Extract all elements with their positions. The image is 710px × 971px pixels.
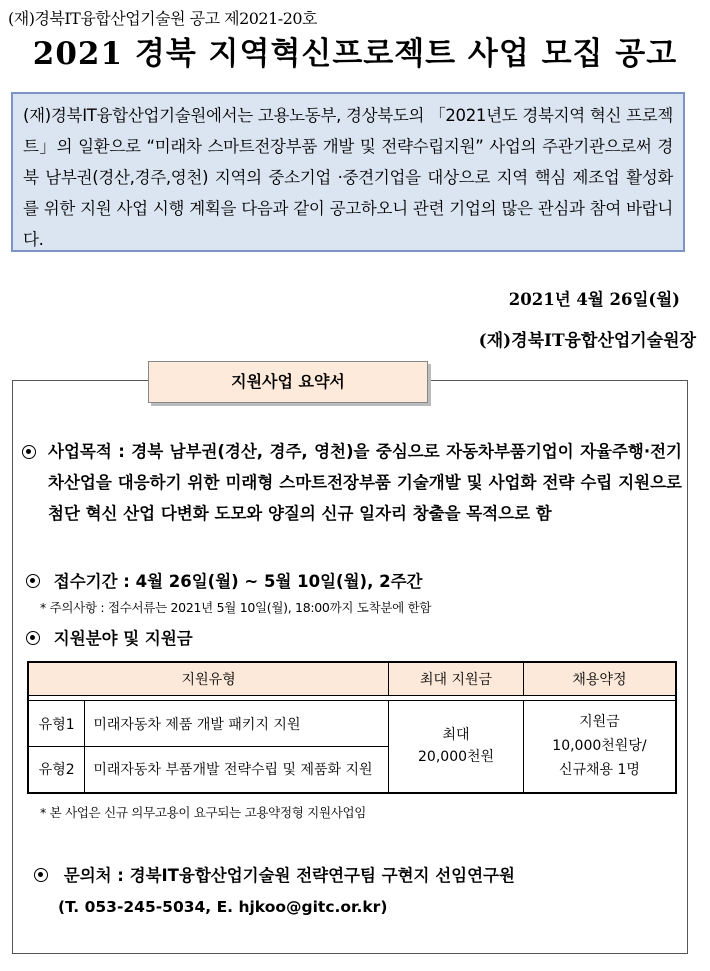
table-note: * 본 사업은 신규 의무고용이 요구되는 고용약정형 지원사업임: [40, 805, 367, 820]
desc-cell: 미래자동차 제품 개발 패키지 지원: [85, 701, 389, 747]
max-amount-cell: [389, 701, 524, 793]
purpose-text: 사업목적 : 경북 남부권(경산, 경주, 영천)을 중심으로 자동차부품기업이 자율주행·전기차산업을 대응하기 위한 미래형 스마트전장부품 기술개발 및 사업화 전략 수립 지원으로 첨단 혁신 산업 다변화 도모와 양질의 신규 일자리 창출을 목적으로 함: [48, 442, 682, 523]
issuing-organization: (재)경북IT융합산업기술원장: [478, 331, 696, 351]
bullet-icon: [34, 868, 48, 882]
period-text: 접수기간 : 4월 26일(월) ~ 5월 10일(월), 2주간: [53, 572, 423, 591]
contact-text: 문의처 : 경북IT융합산업기술원 전략연구팀 구현지 선임연구원: [63, 866, 515, 885]
support-table: [27, 661, 677, 794]
type-cell: 유형1: [28, 701, 85, 747]
period-item: [26, 568, 422, 592]
table-header-hiring: 채용약정: [523, 662, 676, 696]
type-cell: 유형2: [28, 747, 85, 793]
hiring-line: 10,000천원당/: [552, 738, 647, 755]
table-row: [28, 701, 676, 747]
summary-heading: 지원사업 요약서: [148, 361, 428, 403]
notice-reference-number: (재)경북IT융합산업기술원 공고 제2021-20호: [8, 9, 318, 28]
max-amount-line: 최대: [442, 727, 470, 744]
page-title: 2021 경북 지역혁신프로젝트 사업 모집 공고: [32, 36, 678, 72]
table-header-type: 지원유형: [28, 662, 389, 696]
hiring-cell: [523, 701, 676, 793]
bullet-icon: [26, 574, 40, 588]
period-note: * 주의사항 : 접수서류는 2021년 5월 10일(월), 18:00까지 도착분에 한함: [40, 600, 432, 615]
intro-box: [11, 92, 685, 252]
bullet-icon: [22, 445, 36, 459]
contact-item: [34, 862, 515, 886]
bullet-icon: [26, 631, 40, 645]
contact-detail: (T. 053-245-5034, E. hjkoo@gitc.or.kr): [58, 898, 388, 916]
purpose-item: [22, 436, 682, 529]
fields-heading: 지원분야 및 지원금: [53, 629, 193, 648]
hiring-line: 신규채용 1명: [558, 762, 640, 779]
announcement-date: 2021년 4월 26일(월): [508, 290, 680, 309]
desc-cell: 미래자동차 부품개발 전략수립 및 제품화 지원: [85, 747, 389, 793]
fields-item: [26, 625, 193, 649]
hiring-line: 지원금: [579, 714, 620, 731]
max-amount-value: 20,000천원: [418, 749, 495, 766]
table-header-max-amount: 최대 지원금: [389, 662, 524, 696]
intro-text: (재)경북IT융합산업기술원에서는 고용노동부, 경상북도의 「2021년도 경북지역 혁신 프로젝트」의 일환으로 “미래차 스마트전장부품 개발 및 전략수립지원” 사업의 주관기관으로써 경북 남부권(경산,경주,영천) 지역의 중소기업 ·중견기업을 대상으로 지역 핵심 제조업 활성화를 위한 지원 사업 시행 계획을 다음과 같이 공고하오니 관련 기업의 많은 관심과 참여 바랍니다.: [23, 106, 673, 249]
